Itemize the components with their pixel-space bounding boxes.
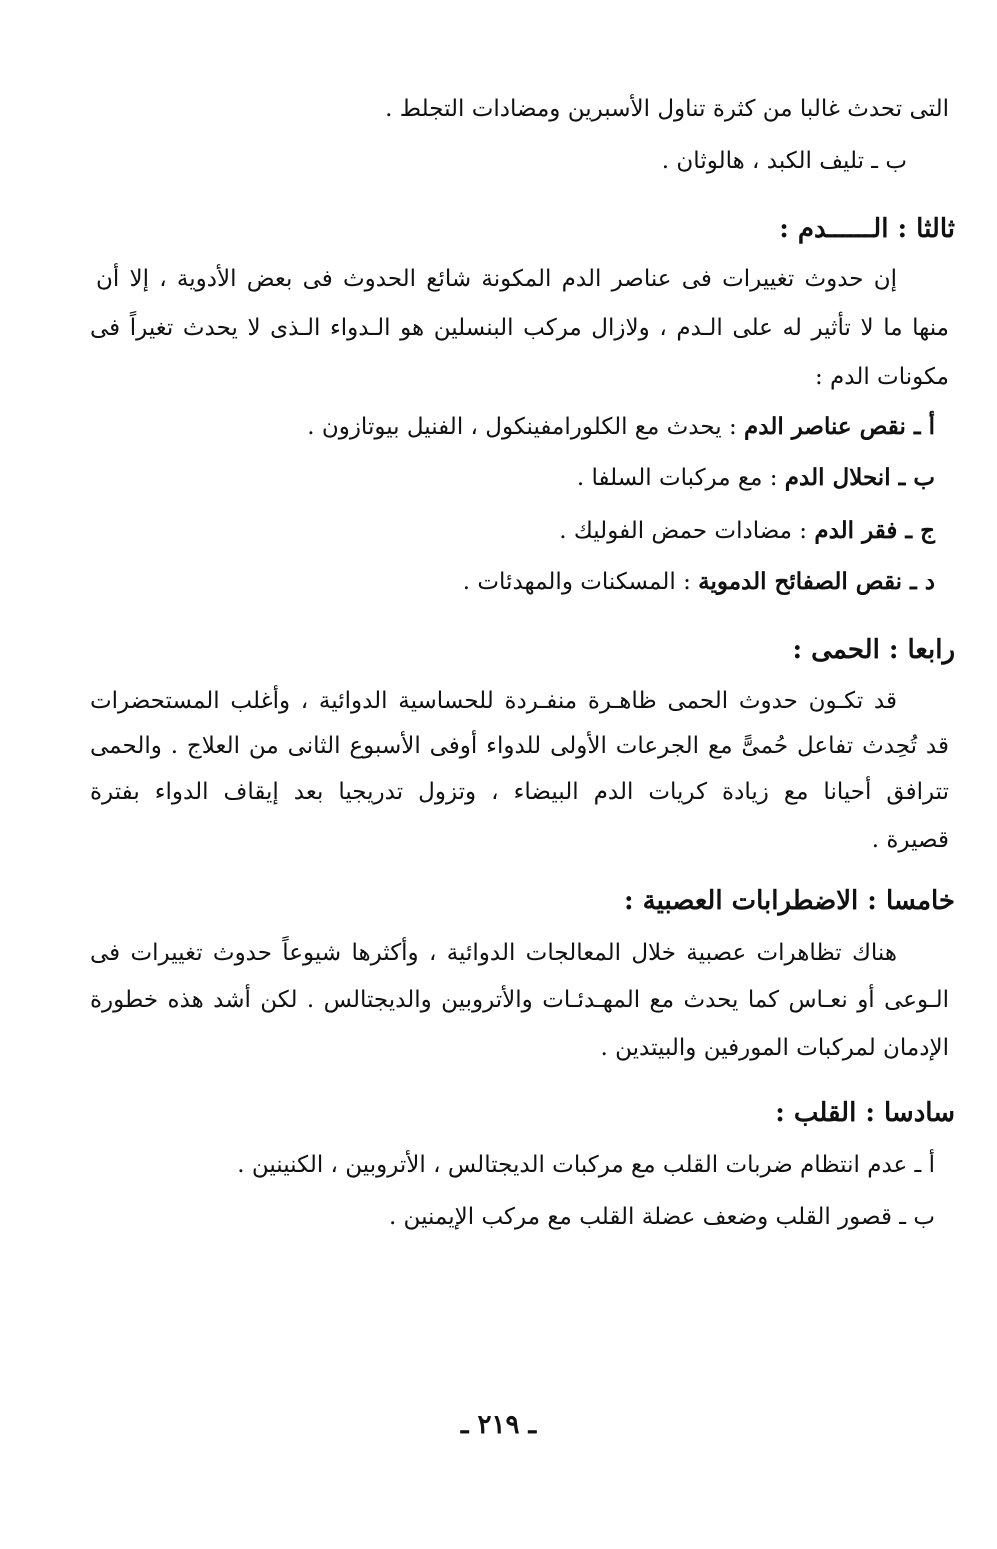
list-item-text: : مضادات حمض الفوليك . — [559, 518, 815, 544]
text-line-11: الـوعى أو نعـاس كما يحدث مع المهـدئـات والأتروبين والديجتالس . لكن أشد هذه خطورة — [90, 987, 949, 1013]
section-heading-nervous: خامسا : الاضطرابات العصبية : — [624, 886, 955, 916]
text-line-1: التى تحدث غالبا من كثرة تناول الأسبرين ومضادات التجلط . — [385, 96, 949, 122]
text-line-4: منها ما لا تأثير له على الـدم ، ولازال مركب البنسلين هو الـدواء الـذى لا يحدث تغيراً فى — [90, 315, 949, 341]
list-item-a — [307, 413, 935, 442]
text-line-2: ب ـ تليف الكبد ، هالوثان . — [661, 148, 907, 174]
text-line-5: مكونات الدم : — [814, 364, 949, 390]
list-item-text: : يحدث مع الكلورامفينكول ، الفنيل بيوتازون . — [307, 414, 745, 440]
list-item-c — [559, 517, 935, 546]
list-item-label: د ـ نقص الصفائح الدموية — [698, 568, 935, 595]
section-heading-blood: ثالثا : الــــــدم : — [779, 214, 955, 244]
text-line-8: تترافق أحيانا مع زيادة كريات الدم البيضاء ، وتزول تدريجيا بعد إيقاف الدواء بفترة — [90, 779, 950, 805]
text-line-10: هناك تظاهرات عصبية خلال المعالجات الدوائية ، وأكثرها شيوعاً حدوث تغييرات فى — [90, 940, 897, 966]
list-item-label: ب ـ انحلال الدم — [784, 464, 935, 491]
list-item-label: ج ـ فقر الدم — [814, 517, 935, 544]
list-item-label: أ ـ نقص عناصر الدم — [744, 413, 935, 440]
text-line-6: قد تكـون حدوث الحمى ظاهـرة منفـردة للحساسية الدوائية ، وأغلب المستحضرات — [90, 688, 897, 714]
section-heading-fever: رابعا : الحمى : — [792, 635, 955, 665]
text-line-13: أ ـ عدم انتظام ضربات القلب مع مركبات الديجتالس ، الأتروبين ، الكنينين . — [237, 1152, 935, 1178]
page-number: ـ ٢١٩ ـ — [460, 1410, 537, 1440]
text-line-14: ب ـ قصور القلب وضعف عضلة القلب مع مركب الإيمنين . — [388, 1204, 935, 1230]
text-line-9: قصيرة . — [871, 827, 949, 853]
list-item-text: : المسكنات والمهدئات . — [462, 569, 699, 595]
list-item-text: : مع مركبات السلفا . — [576, 465, 785, 491]
section-heading-heart: سادسا : القلب : — [775, 1098, 955, 1128]
list-item-d — [463, 568, 935, 597]
text-line-12: الإدمان لمركبات المورفين والبيتدين . — [600, 1035, 949, 1061]
text-line-7: قد تُحِدث تفاعل حُمىًّ مع الجرعات الأولى للدواء أوفى الأسبوع الثانى من العلاج . والحمى — [90, 733, 949, 759]
list-item-b — [577, 464, 935, 493]
text-line-3: إن حدوث تغييرات فى عناصر الدم المكونة شائع الحدوث فى بعض الأدوية ، إلا أن — [96, 266, 897, 292]
